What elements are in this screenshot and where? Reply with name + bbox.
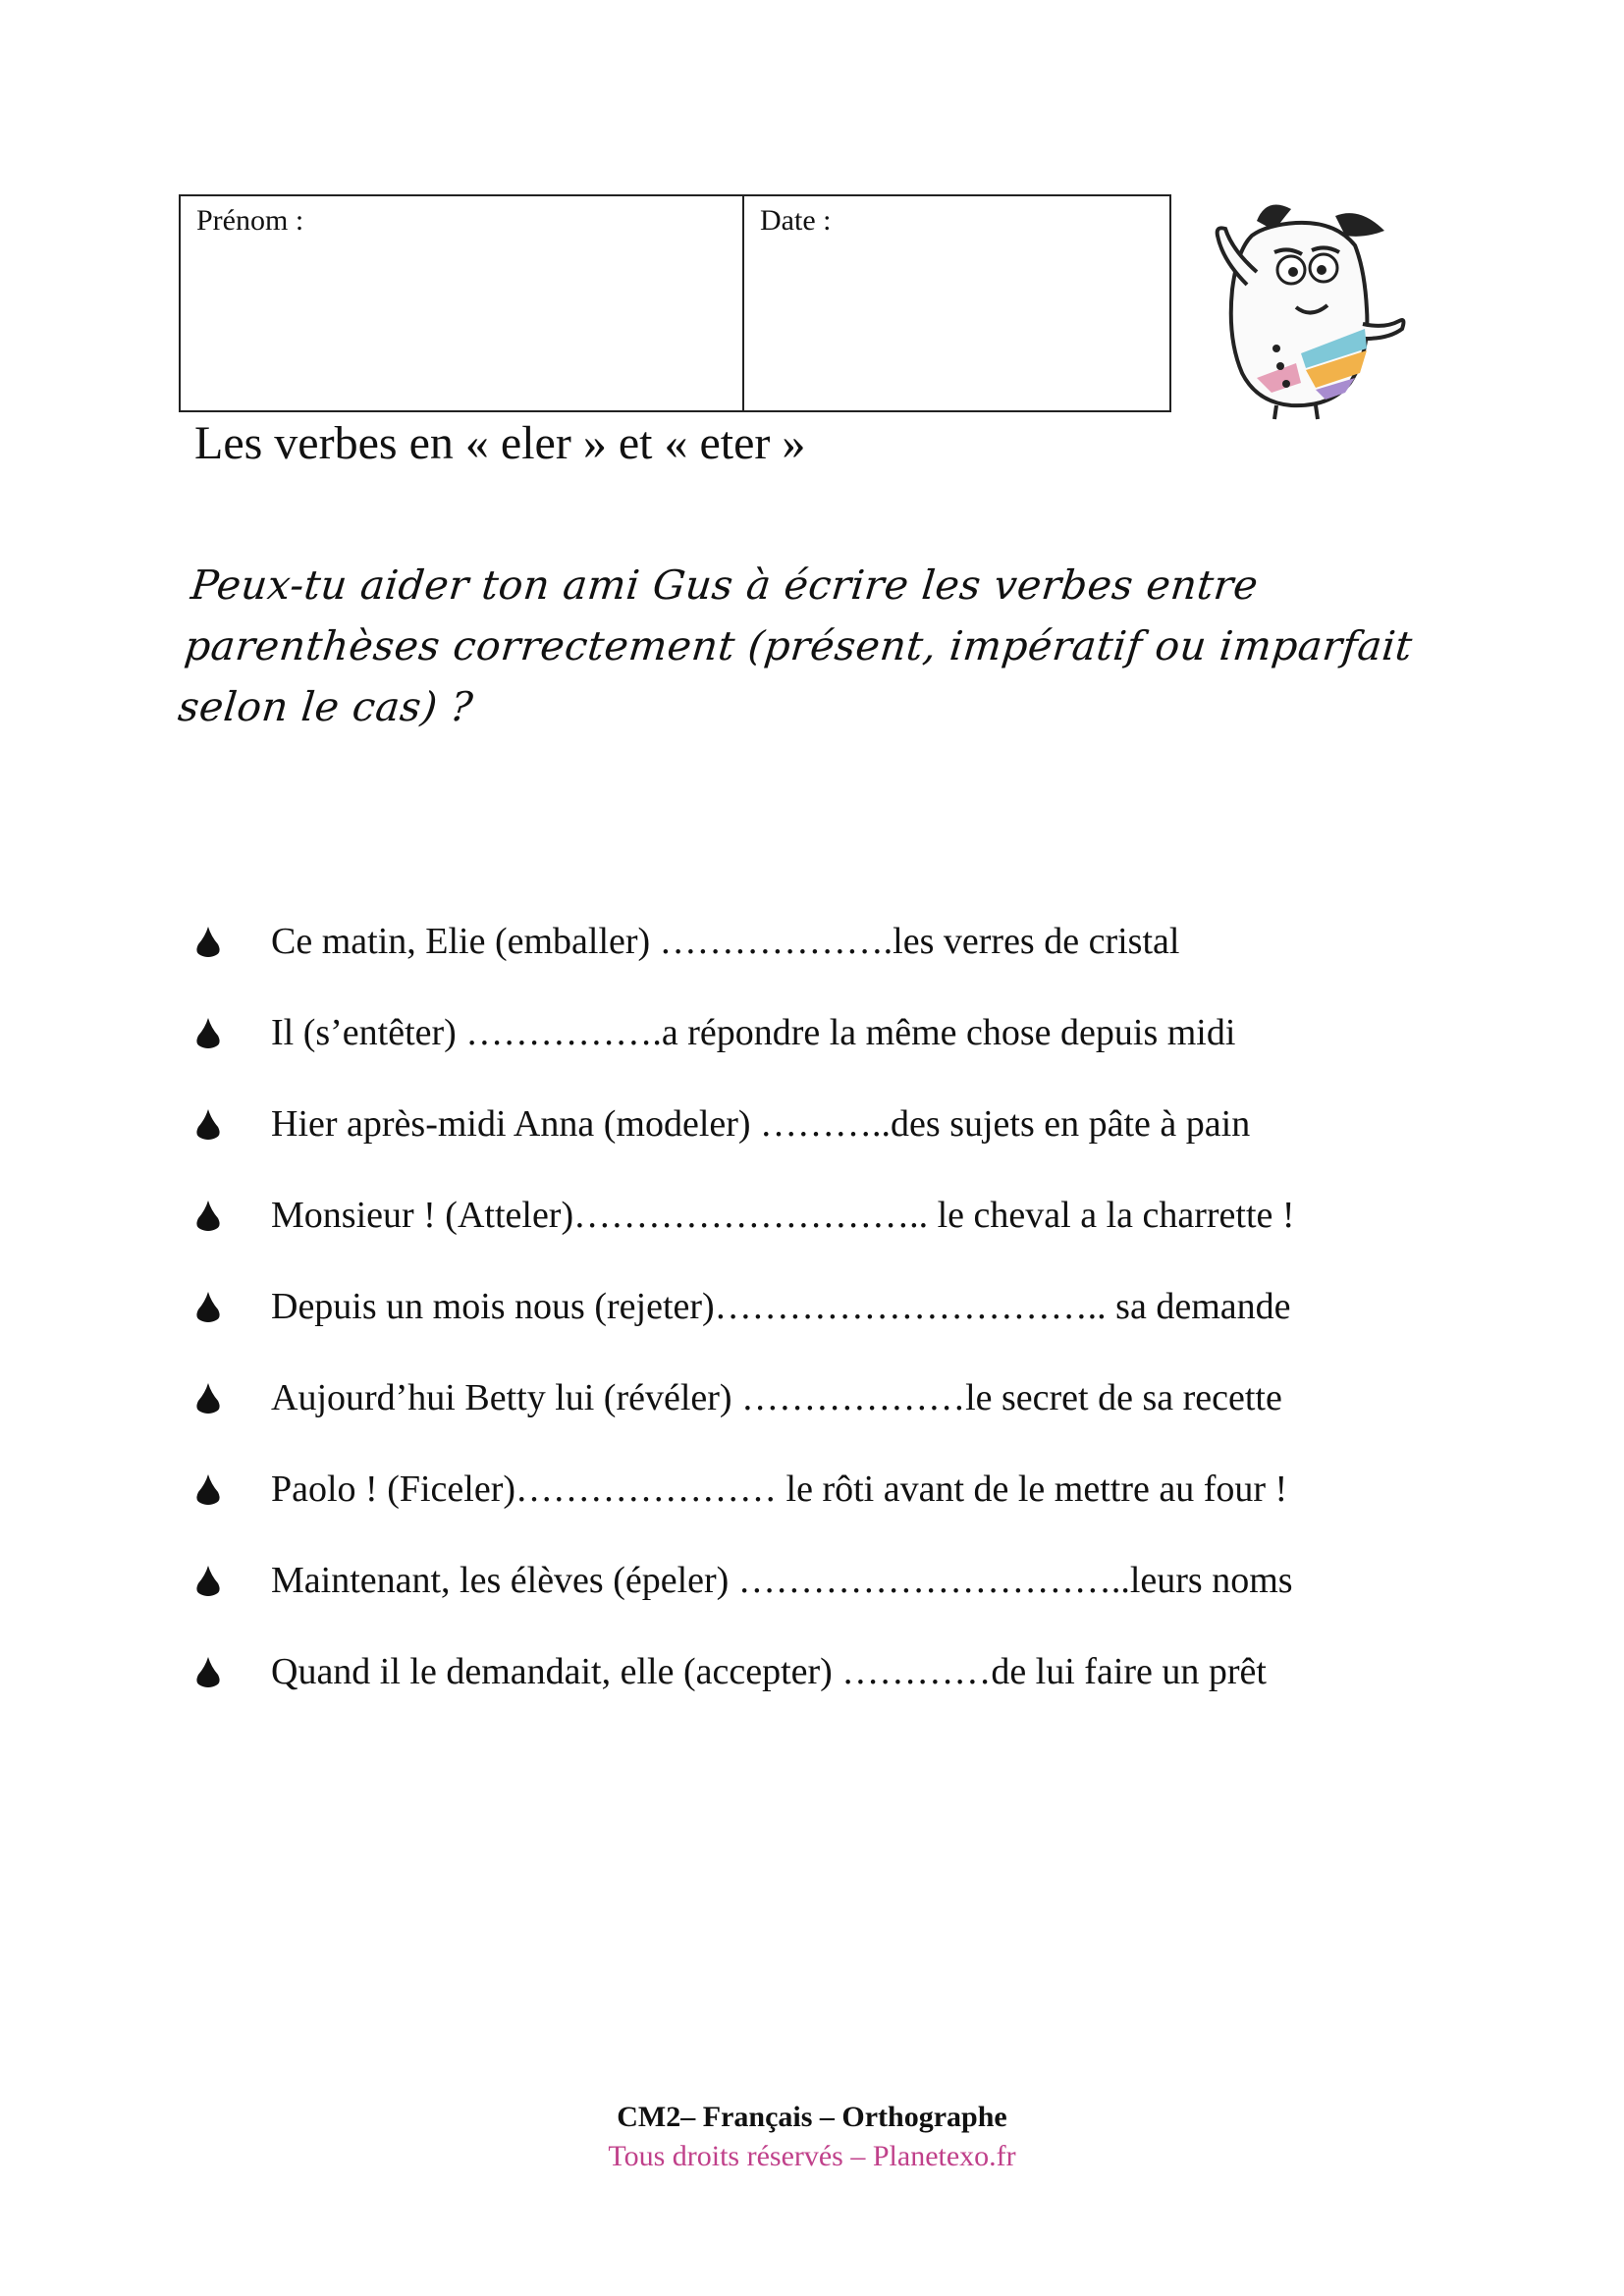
gus-mascot-illustration xyxy=(1198,191,1424,427)
drop-bullet-icon xyxy=(194,1107,222,1141)
exercise-item xyxy=(194,1260,1471,1352)
exercise-item xyxy=(194,1078,1471,1169)
exercise-sentence: Monsieur ! (Atteler)……………………….. le cheval a la charrette ! xyxy=(271,1194,1295,1236)
date-field[interactable] xyxy=(744,196,1169,410)
footer-subject: CM2– Français – Orthographe xyxy=(617,2101,1007,2133)
drop-bullet-icon xyxy=(194,1655,222,1688)
exercise-item xyxy=(194,1443,1471,1534)
drop-bullet-icon xyxy=(194,1199,222,1232)
drop-bullet-icon xyxy=(194,1381,222,1415)
exercise-item xyxy=(194,1626,1471,1717)
drop-bullet-icon xyxy=(194,1564,222,1597)
drop-bullet-icon xyxy=(194,1472,222,1506)
exercise-item xyxy=(194,1534,1471,1626)
drop-bullet-icon xyxy=(194,925,222,958)
instruction-text: Peux-tu aider ton ami Gus à écrire les verbes entre parenthèses correctement (présent, impératif ou imparfait selon le cas) ? xyxy=(176,561,1415,730)
exercise-item xyxy=(194,895,1471,987)
exercise-sentence: Quand il le demandait, elle (accepter) …………de lui faire un prêt xyxy=(271,1650,1267,1692)
drop-bullet-icon xyxy=(194,1290,222,1323)
exercise-sentence: Il (s’entêter) …………….a répondre la même chose depuis midi xyxy=(271,1011,1236,1053)
footer-copyright-link[interactable]: Tous droits réservés – Planetexo.fr xyxy=(608,2140,1016,2172)
name-date-box xyxy=(179,194,1171,412)
exercise-sentence: Hier après-midi Anna (modeler) ………..des sujets en pâte à pain xyxy=(271,1102,1251,1145)
exercise-sentence: Maintenant, les élèves (épeler) …………………………..leurs noms xyxy=(271,1559,1293,1601)
exercise-item xyxy=(194,987,1471,1078)
exercise-list xyxy=(194,895,1471,1717)
exercise-item xyxy=(194,1169,1471,1260)
exercise-sentence: Ce matin, Elie (emballer) ……………….les verres de cristal xyxy=(271,920,1180,962)
exercise-sentence: Paolo ! (Ficeler)………………… le rôti avant de le mettre au four ! xyxy=(271,1468,1288,1510)
exercise-sentence: Aujourd’hui Betty lui (révéler) ………………le secret de sa recette xyxy=(271,1376,1282,1418)
first-name-label: Prénom : xyxy=(196,204,304,237)
date-label: Date : xyxy=(760,204,832,237)
exercise-sentence: Depuis un mois nous (rejeter)………………………….. sa demande xyxy=(271,1285,1291,1327)
drop-bullet-icon xyxy=(194,1016,222,1049)
first-name-field[interactable] xyxy=(181,196,744,410)
exercise-item xyxy=(194,1352,1471,1443)
worksheet-title: Les verbes en « eler » et « eter » xyxy=(194,417,806,469)
